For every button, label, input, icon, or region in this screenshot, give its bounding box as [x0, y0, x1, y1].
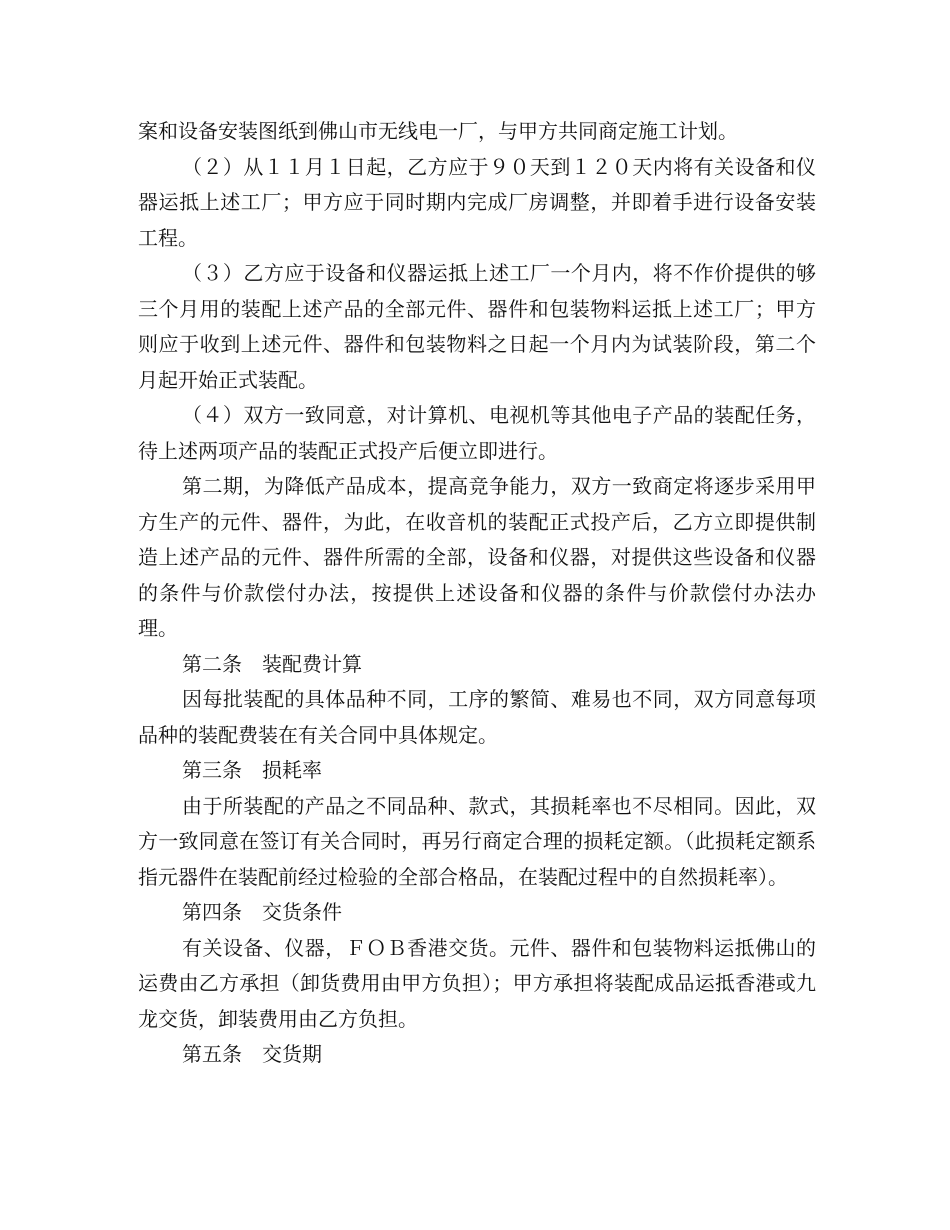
article-heading-2: 第二条 装配费计算 [182, 651, 362, 676]
article-heading-3: 第三条 损耗率 [182, 758, 322, 782]
document-body [138, 114, 816, 1073]
paragraph-2: （２）从１１月１日起，乙方应于９０天到１２０天内将有关设备和仪器运抵上述工厂；甲方应于同时期内完成厂房调整，并即着手进行设备安装工程。 [138, 154, 816, 250]
article-heading-4: 第四条 交货条件 [182, 900, 342, 924]
paragraph-9: 由于所装配的产品之不同品种、款式，其损耗率也不尽相同。因此，双方一致同意在签订有关合同时，再另行商定合理的损耗定额。（此损耗定额系指元器件在装配前经过检验的全部合格品，在装配过程中的自然损耗率）。 [138, 793, 816, 889]
paragraph-4: （４）双方一致同意，对计算机、电视机等其他电子产品的装配任务，待上述两项产品的装配正式投产后便立即进行。 [138, 403, 816, 463]
paragraph-1: 案和设备安装图纸到佛山市无线电一厂，与甲方共同商定施工计划。 [138, 119, 738, 143]
paragraph-5: 第二期，为降低产品成本，提高竞争能力，双方一致商定将逐步采用甲方生产的元件、器件，为此，在收音机的装配正式投产后，乙方立即提供制造上述产品的元件、器件所需的全部，设备和仪器，对提供这些设备和仪器的条件与价款偿付办法，按提供上述设备和仪器的条件与价款偿付办法办理。 [138, 474, 816, 640]
paragraph-11: 有关设备、仪器，ＦＯＢ香港交货。元件、器件和包装物料运抵佛山的运费由乙方承担（卸货费用由甲方负担）；甲方承担将装配成品运抵香港或九龙交货，卸装费用由乙方负担。 [138, 935, 816, 1031]
paragraph-7: 因每批装配的具体品种不同，工序的繁简、难易也不同，双方同意每项品种的装配费装在有关合同中具体规定。 [138, 687, 816, 747]
paragraph-3: （３）乙方应于设备和仪器运抵上述工厂一个月内，将不作价提供的够三个月用的装配上述产品的全部元件、器件和包装物料运抵上述工厂；甲方则应于收到上述元件、器件和包装物料之日起一个月内为试装阶段，第二个月起开始正式装配。 [138, 261, 816, 392]
article-heading-5: 第五条 交货期 [182, 1042, 322, 1066]
